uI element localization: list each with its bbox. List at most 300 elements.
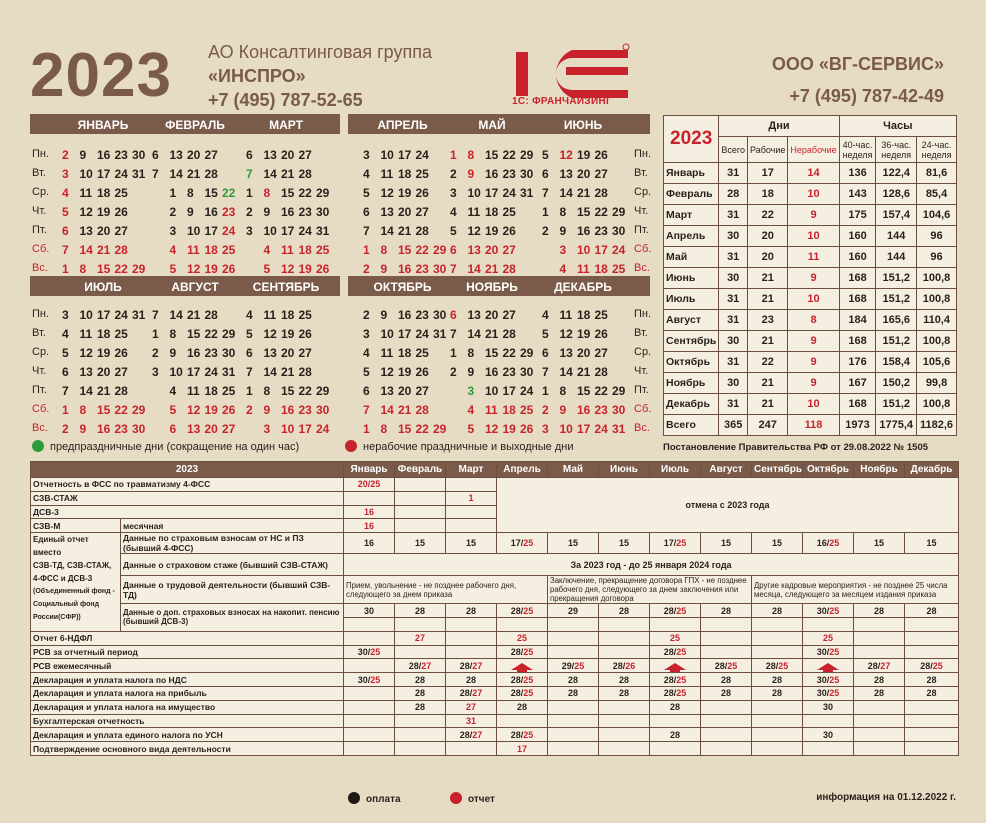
hours-cell: 96 (917, 247, 957, 268)
calendar-day: 24 (502, 186, 516, 200)
report-year: 2023 (31, 462, 344, 478)
calendar-day: 9 (187, 205, 194, 219)
unified-line: Социальный фонд (33, 601, 100, 609)
calendar-day: 28 (502, 262, 516, 276)
calendar-day: 31 (612, 422, 626, 436)
calendar-day: 17 (97, 308, 111, 322)
row-szvm: СЗВ-М (31, 519, 121, 533)
hours-cell: 22 (748, 352, 788, 373)
calendar-day: 19 (577, 148, 591, 162)
calendar-day: 7 (363, 224, 370, 238)
calendar-day: 6 (450, 243, 457, 257)
calendar-day: 27 (114, 224, 128, 238)
calendar-day: 29 (612, 205, 626, 219)
calendar-day: 14 (169, 167, 183, 181)
calendar-day: 26 (415, 365, 429, 379)
calendar-day: 27 (594, 346, 608, 360)
calendar-day: 26 (298, 327, 312, 341)
calendar-day: 16 (577, 224, 591, 238)
calendar-day: 27 (415, 205, 429, 219)
hours-cell: 96 (917, 226, 957, 247)
calendar-day: 10 (169, 365, 183, 379)
calendar-day: 13 (79, 224, 93, 238)
calendar-day: 18 (398, 167, 412, 181)
calendar-day: 25 (222, 384, 236, 398)
calendar-day: 29 (433, 422, 447, 436)
calendar-day: 27 (502, 308, 516, 322)
calendar-day: 21 (398, 224, 412, 238)
hours-table (663, 115, 957, 436)
calendar-day: 21 (398, 403, 412, 417)
hours-cell: 81,6 (917, 163, 957, 184)
calendar-day: 5 (542, 148, 549, 162)
hours-cell: 31 (719, 394, 748, 415)
hours-cell: 22 (748, 205, 788, 226)
hours-cell: 31 (719, 247, 748, 268)
unified-line: Единый отчет вместо (33, 535, 89, 558)
calendar-day: 15 (577, 205, 591, 219)
month-col: Декабрь (905, 462, 959, 478)
hours-cell: 143 (839, 184, 876, 205)
calendar-day: 21 (577, 365, 591, 379)
legend-holiday-text: нерабочие праздничные и выходные дни (363, 441, 574, 453)
calendar-day: 5 (62, 346, 69, 360)
hours-month: Всего (664, 415, 719, 436)
calendar-day: 1 (450, 148, 457, 162)
hours-cell: 150,2 (876, 373, 917, 394)
weekday-label: Чт. (32, 365, 47, 377)
calendar-day: 24 (204, 365, 218, 379)
month-name: АПРЕЛЬ (377, 118, 428, 132)
calendar-day: 5 (169, 262, 177, 276)
col-off: Нерабочие (788, 137, 839, 163)
black-dot-icon (348, 792, 360, 804)
row-ndfl: Отчет 6-НДФЛ (31, 631, 344, 645)
calendar-day: 28 (594, 186, 608, 200)
hours-cell: 10 (788, 289, 839, 310)
arrow-up-icon (664, 663, 686, 670)
calendar-day: 30 (132, 422, 146, 436)
legend-report-text: отчет (468, 794, 495, 805)
row-szv-stazh: СЗВ-СТАЖ (31, 491, 344, 505)
month-col: Сентябрь (752, 462, 803, 478)
legend-holiday (345, 440, 573, 453)
partner-phone[interactable]: +7 (495) 787-42-49 (789, 86, 944, 106)
calendar-day: 7 (542, 365, 549, 379)
calendar-day: 17 (298, 422, 312, 436)
calendar-day: 19 (97, 346, 111, 360)
calendar-day: 9 (263, 403, 271, 417)
month-header-bar (30, 276, 340, 296)
calendar-day: 24 (594, 422, 608, 436)
calendar-day: 19 (398, 365, 412, 379)
hours-cell: 31 (719, 352, 748, 373)
calendar-day: 14 (467, 327, 481, 341)
calendar-day: 10 (281, 422, 295, 436)
calendar-day: 18 (398, 346, 412, 360)
calendar-day: 2 (169, 205, 177, 219)
calendar-day: 6 (246, 346, 253, 360)
td-note-3: Другие кадровые мероприятия - не позднее 25 числа месяца, следующего за месяцем издания приказа (752, 576, 959, 604)
calendar-day: 31 (520, 186, 534, 200)
calendar-day: 7 (62, 243, 69, 257)
weekday-label: Вс. (634, 262, 650, 274)
calendar-day: 22 (114, 262, 128, 276)
unified-line: 4-ФСС и ДСВ-3 (33, 574, 93, 584)
calendar-day: 26 (594, 327, 608, 341)
hours-cell: 100,8 (917, 394, 957, 415)
hours-cell: 168 (839, 268, 876, 289)
calendar-day: 31 (132, 308, 146, 322)
calendar-day: 8 (467, 148, 475, 162)
calendar-day: 9 (380, 308, 388, 322)
calendar-day: 30 (316, 205, 330, 219)
hours-month: Август (664, 310, 719, 331)
hours-row (664, 331, 957, 352)
month-name: ЯНВАРЬ (77, 118, 129, 132)
calendar-day: 4 (450, 205, 457, 219)
calendar-day: 11 (187, 384, 200, 398)
calendar-day: 18 (502, 403, 516, 417)
calendar-day: 25 (594, 308, 608, 322)
calendar-day: 10 (577, 243, 591, 257)
calendar-day: 5 (363, 186, 370, 200)
month-name: ИЮЛЬ (84, 280, 122, 294)
cell: 16 (344, 505, 395, 519)
legend-payment (348, 792, 401, 805)
calendar-day: 28 (415, 224, 429, 238)
legend-preholiday (32, 440, 299, 453)
hours-cell: 1775,4 (876, 415, 917, 436)
calendar-day: 27 (502, 243, 516, 257)
row-unified-dsv: Данные о доп. страховых взносах на накопит. пенсию (бывший ДСВ-3) (121, 604, 344, 632)
calendar-day: 8 (79, 262, 87, 276)
calendar-day: 16 (398, 308, 412, 322)
calendar-day: 12 (559, 327, 573, 341)
calendar-day: 15 (204, 186, 218, 200)
calendar-day: 19 (298, 262, 312, 276)
hours-cell: 21 (748, 394, 788, 415)
calendar-day: 16 (281, 403, 295, 417)
hours-cell: 9 (788, 331, 839, 352)
calendar-day: 6 (542, 167, 549, 181)
calendar-day: 23 (298, 205, 312, 219)
unified-line: (Объединенный фонд - (33, 588, 115, 596)
hours-cell: 85,4 (917, 184, 957, 205)
calendar-day: 10 (485, 384, 499, 398)
month-name: ФЕВРАЛЬ (165, 118, 225, 132)
weekday-label: Вт. (32, 327, 46, 339)
calendar-day: 15 (485, 346, 499, 360)
weekday-label: Вс. (634, 422, 650, 434)
month-header-bar (348, 114, 650, 134)
hours-row (664, 352, 957, 373)
calendar-day: 7 (152, 167, 159, 181)
hours-cell: 9 (788, 373, 839, 394)
calendar-day: 17 (398, 148, 412, 162)
hours-cell: 1973 (839, 415, 876, 436)
calendar-day: 1 (450, 346, 457, 360)
calendar-day: 21 (97, 243, 111, 257)
hours-cell: 31 (719, 205, 748, 226)
weekday-label: Сб. (634, 243, 652, 255)
calendar-day: 24 (222, 224, 236, 238)
calendar-day: 4 (263, 243, 271, 257)
weekday-label: Пт. (634, 224, 649, 236)
red-dot-icon (345, 440, 357, 452)
calendar-day: 1 (542, 384, 549, 398)
calendar-day: 15 (281, 186, 295, 200)
hours-month: Март (664, 205, 719, 226)
green-dot-icon (32, 440, 44, 452)
calendar-day: 14 (467, 262, 481, 276)
calendar-day: 27 (594, 167, 608, 181)
company-name: АО Консалтинговая группа (208, 42, 432, 62)
report-table: 2023 Январь Февраль Март Апрель Май Июнь Июль Август Сентябрь Октябрь Ноябрь Декабрь Отчетность в ФСС по травматизму 4-ФСС 20/25 отмена с 2023 года СЗВ-СТАЖ 1 ДСВ-3 16 СЗВ-М месячная 16 Единый отчет вместо СЗВ-ТД, СЗВ-СТАЖ, 4-ФСС и ДСВ-3 (Объединенный фонд - Социальный фонд России(СФР)) Данные по страховым взносам от НС и ПЗ (бывший 4-ФСС) 16 15 15 17/25 15 15 17/25 15 15 16/25 15 15 Данные о страховом стаже (бывший СЗВ-СТАЖ) За 2023 год - до 25 января 2024 года Данные о трудовой деятельности (бывший СЗВ-ТД) Прием, увольнение - не позднее рабочего дня, следующего за днем приказа Заключение, прекращение договора ГПХ - не позднее рабочего дня, следующего за днем заключения или прекращения договора Другие кадровые мероприятия - не позднее 25 числа месяца, следующего за месяцем издания приказа Данные о доп. страховых взносах на накопит. пенсию (бывший ДСВ-3) 30 28 28 28/25 29 28 28/25 28 28 30/25 28 28 Отчет 6-НДФЛ 27 25 25 25 РСВ за отчетный период 30/25 28/25 28/25 30/25 РСВ ежемесячный 28/27 28/27 29/25 28/26 28/25 28/25 28/27 28/25 Декларация и уплата налога по НДС 30/25 28 28 28/25 28 28 28/25 28 28 30/25 28 28 Декларация и уплата налога на прибыль 28 28/27 28/25 28 28 28/25 28 28 30/25 28 28 Декларация и уплата налога на имущество 28 27 28 28 30 Бухгалтерская отчетность 31 Декларация и уплата единого налога по УСН 28/27 28/25 28 30 Подтверждение основного вида деятельности 17 (30, 461, 959, 756)
calendar-day: 12 (380, 186, 394, 200)
calendar-day: 19 (204, 403, 218, 417)
calendar-day: 31 (433, 327, 447, 341)
calendar-day: 10 (559, 422, 573, 436)
hours-cell: 100,8 (917, 331, 957, 352)
row-property: Декларация и уплата налога на имущество (31, 700, 344, 714)
hours-cell: 110,4 (917, 310, 957, 331)
hours-cell: 151,2 (876, 331, 917, 352)
calendar-day: 24 (114, 308, 128, 322)
calendar-day: 29 (132, 403, 146, 417)
calendar-day: 19 (485, 224, 499, 238)
hours-cell: 122,4 (876, 163, 917, 184)
calendar-day: 20 (97, 365, 111, 379)
calendar-day: 23 (298, 403, 312, 417)
calendar-day: 17 (204, 224, 218, 238)
hours-cell: 247 (748, 415, 788, 436)
month-col: Август (701, 462, 752, 478)
calendar-day: 20 (398, 384, 412, 398)
hours-month: Октябрь (664, 352, 719, 373)
calendar-day: 9 (559, 403, 567, 417)
calendar-day: 21 (485, 262, 499, 276)
calendar-day: 22 (594, 384, 608, 398)
weekday-label: Чт. (634, 205, 649, 217)
calendar-day: 10 (380, 148, 394, 162)
calendar-day: 12 (380, 365, 394, 379)
month-col: Октябрь (803, 462, 854, 478)
calendar-day: 24 (612, 243, 626, 257)
calendar-day: 12 (485, 422, 499, 436)
hours-cell: 31 (719, 289, 748, 310)
month-name: ОКТЯБРЬ (373, 280, 432, 294)
calendar-day: 24 (114, 167, 128, 181)
calendar-day: 13 (380, 384, 394, 398)
hours-cell: 10 (788, 394, 839, 415)
info-date: информация на 01.12.2022 г. (816, 792, 956, 803)
calendar-day: 3 (246, 224, 253, 238)
calendar-day: 28 (502, 327, 516, 341)
calendar-day: 2 (542, 224, 549, 238)
calendar-day: 14 (263, 365, 277, 379)
calendar-day: 25 (502, 205, 516, 219)
calendar-day: 15 (577, 384, 591, 398)
calendar-day: 28 (594, 365, 608, 379)
calendar-day: 9 (467, 167, 475, 181)
calendar-day: 8 (79, 403, 87, 417)
row-usn: Декларация и уплата единого налога по УСН (31, 728, 344, 742)
calendar-day: 8 (380, 243, 388, 257)
calendar-day: 20 (485, 308, 499, 322)
calendar-day: 2 (363, 308, 370, 322)
unified-line: СЗВ-ТД, СЗВ-СТАЖ, (33, 561, 112, 571)
calendar-day: 22 (502, 148, 516, 162)
calendar-day: 2 (450, 167, 457, 181)
weekday-label: Вс. (32, 422, 48, 434)
calendar-day: 15 (398, 422, 412, 436)
calendar-day: 22 (114, 403, 128, 417)
calendar-day: 30 (433, 262, 447, 276)
calendar-day: 19 (398, 186, 412, 200)
calendar-day: 13 (559, 346, 573, 360)
calendar-day: 27 (114, 365, 128, 379)
weekday-label: Пт. (634, 384, 649, 396)
calendar-day: 3 (467, 384, 475, 398)
td-note-2: Заключение, прекращение договора ГПХ - не позднее рабочего дня, следующего за днем заключения или прекращения договора (548, 576, 752, 604)
hours-cell: 23 (748, 310, 788, 331)
calendar-day: 3 (363, 148, 370, 162)
calendar-day: 30 (612, 224, 626, 238)
weekday-label: Пт. (32, 384, 47, 396)
calendar-day: 20 (577, 346, 591, 360)
row-rsv-month: РСВ ежемесячный (31, 659, 344, 673)
calendar-day: 1 (246, 186, 253, 200)
hours-cell: 9 (788, 268, 839, 289)
calendar-day: 22 (204, 327, 218, 341)
calendar-day: 23 (114, 422, 128, 436)
calendar-day: 15 (97, 403, 111, 417)
calendar-day: 18 (485, 205, 499, 219)
calendar-day: 16 (97, 148, 111, 162)
weekday-label: Ср. (32, 186, 50, 198)
calendar-day: 21 (97, 384, 111, 398)
calendar-day: 7 (152, 308, 159, 322)
calendar-day: 24 (520, 384, 534, 398)
hours-cell: 21 (748, 268, 788, 289)
month-col: Ноябрь (854, 462, 905, 478)
calendar-day: 2 (450, 365, 457, 379)
calendar-day: 30 (222, 346, 236, 360)
calendar-day: 5 (246, 327, 253, 341)
calendar-day: 18 (97, 186, 111, 200)
hours-row (664, 247, 957, 268)
calendar-day: 11 (187, 243, 200, 257)
calendar-day: 14 (559, 365, 573, 379)
hours-cell: 30 (719, 268, 748, 289)
month-header-bar (348, 276, 650, 296)
calendar-day: 27 (298, 346, 312, 360)
month-name: МАРТ (269, 118, 303, 132)
hours-month: Февраль (664, 184, 719, 205)
calendar-day: 25 (114, 327, 128, 341)
weekday-label: Вс. (32, 262, 48, 274)
month-name: МАЙ (478, 118, 506, 132)
hours-cell: 165,6 (876, 310, 917, 331)
calendar-day: 26 (502, 224, 516, 238)
calendar-day: 11 (467, 205, 481, 219)
cell: 20/25 (344, 478, 395, 492)
hours-cell: 167 (839, 373, 876, 394)
hours-cell: 21 (748, 331, 788, 352)
calendar-day: 17 (187, 365, 201, 379)
calendar-day: 23 (415, 308, 429, 322)
calendar-day: 21 (187, 308, 201, 322)
calendar-day: 9 (79, 148, 87, 162)
col-work: Рабочие (748, 137, 788, 163)
row-okved: Подтверждение основного вида деятельности (31, 742, 344, 756)
calendar-day: 8 (559, 384, 567, 398)
row-szvm-monthly: месячная (121, 519, 344, 533)
weekday-label: Чт. (634, 365, 649, 377)
calendar-day: 13 (169, 148, 183, 162)
calendar-day: 7 (542, 186, 549, 200)
calendar-day: 4 (62, 186, 69, 200)
calendar-day: 11 (79, 327, 93, 341)
calendar-day: 28 (298, 167, 312, 181)
calendar-day: 25 (415, 346, 429, 360)
calendar-day: 17 (281, 224, 295, 238)
calendar-day: 28 (114, 384, 128, 398)
calendar-day: 25 (520, 403, 534, 417)
calendar-day: 20 (97, 224, 111, 238)
company-phone[interactable]: +7 (495) 787-52-65 (208, 90, 363, 110)
calendar-day: 19 (204, 262, 218, 276)
red-dot-icon (450, 792, 462, 804)
hours-cell: 144 (876, 226, 917, 247)
calendar-day: 30 (612, 403, 626, 417)
hours-cell: 18 (748, 184, 788, 205)
decree-note: Постановление Правительства РФ от 29.08.2022 № 1505 (663, 442, 929, 453)
hours-cell: 136 (839, 163, 876, 184)
calendar-day: 13 (79, 365, 93, 379)
calendar-day: 26 (594, 148, 608, 162)
calendar-day: 21 (187, 167, 201, 181)
calendar-day: 22 (298, 186, 312, 200)
calendar-day: 1 (363, 243, 370, 257)
calendar-day: 9 (380, 262, 388, 276)
calendar-day: 7 (246, 167, 253, 181)
calendar-day: 15 (485, 148, 499, 162)
calendar-day: 20 (485, 243, 499, 257)
legend-report (450, 792, 495, 805)
calendar-day: 21 (485, 327, 499, 341)
calendar-day: 16 (485, 365, 499, 379)
calendar-day: 7 (450, 327, 457, 341)
calendar-day: 21 (281, 365, 295, 379)
calendar-day: 20 (187, 148, 201, 162)
calendar-day: 16 (187, 346, 201, 360)
hours-cell: 28 (719, 184, 748, 205)
calendar-day: 28 (204, 308, 218, 322)
weekday-label: Ср. (634, 186, 652, 198)
calendar-day: 26 (114, 205, 128, 219)
calendar-day: 6 (246, 148, 253, 162)
calendar-day: 3 (363, 327, 370, 341)
weekday-label: Ср. (32, 346, 50, 358)
calendar-day: 15 (398, 243, 412, 257)
calendar-day: 23 (502, 365, 516, 379)
calendar-day: 6 (152, 148, 159, 162)
calendar-day: 6 (363, 205, 370, 219)
calendar-day: 23 (415, 262, 429, 276)
calendar-day: 14 (263, 167, 277, 181)
